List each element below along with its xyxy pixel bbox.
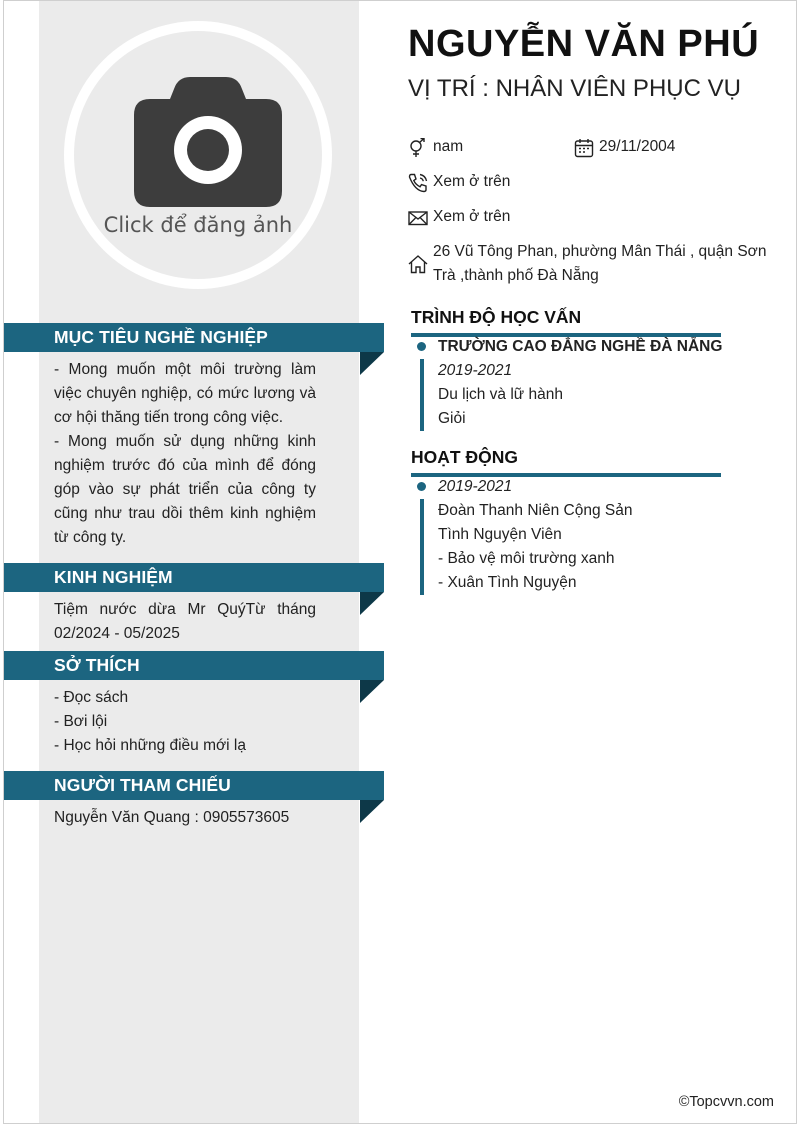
timeline-dot [417, 342, 426, 351]
hobbies-text [54, 686, 316, 758]
hobby-item: - Bơi lội [54, 713, 108, 730]
career-goal-line: - Mong muốn một môi trường làm việc chuyên nghiệp, có mức lương và cơ hội thăng tiến trong công việc. [54, 361, 316, 426]
experience-line: Tiệm nước dừa Mr QuýTừ tháng 02/2024 - 05/2025 [54, 601, 316, 642]
email-icon [408, 208, 428, 228]
section-heading-career-goal: MỤC TIÊU NGHỀ NGHIỆP [4, 323, 384, 352]
timeline-line [420, 499, 424, 595]
birthday-value: 29/11/2004 [599, 138, 676, 155]
calendar-icon [574, 138, 594, 158]
section-heading-references: NGƯỜI THAM CHIẾU [4, 771, 384, 800]
career-goal-text [54, 358, 316, 550]
activity-item: - Bảo vệ môi trường xanh [438, 550, 615, 567]
photo-label: Click để đăng ảnh [103, 213, 293, 237]
gender-value: nam [433, 138, 464, 155]
references-text [54, 806, 316, 830]
email-value: Xem ở trên [433, 208, 511, 225]
gender-icon [408, 138, 428, 158]
timeline-dot [417, 482, 426, 491]
reference-item: Nguyễn Văn Quang : 0905573605 [54, 809, 290, 826]
job-position: VỊ TRÍ : NHÂN VIÊN PHỤC VỤ [408, 75, 741, 102]
activity-item: - Xuân Tình Nguyện [438, 574, 577, 591]
birthday-row [574, 135, 675, 159]
section-heading-hobbies: SỞ THÍCH [4, 651, 384, 680]
section-heading-education: TRÌNH ĐỘ HỌC VẤN [411, 305, 721, 337]
section-fold [360, 592, 384, 615]
education-period: 2019-2021 [438, 362, 513, 379]
section-fold [360, 800, 384, 823]
section-heading-experience: KINH NGHIỆM [4, 563, 384, 592]
footer-credit: ©Topcvvn.com [678, 1094, 774, 1110]
phone-value: Xem ở trên [433, 173, 511, 190]
address-row [408, 240, 778, 288]
education-grade: Giỏi [438, 410, 466, 427]
school-name: TRƯỜNG CAO ĐẲNG NGHỀ ĐÀ NẴNG [438, 338, 723, 355]
career-goal-line: - Mong muốn sử dụng những kinh nghiệm trước đó của mình để đóng góp vào sự phát triển của công ty cũng như trau dồi thêm kinh nghiệm từ công ty. [54, 433, 316, 546]
cv-page [3, 0, 797, 1124]
activity-period: 2019-2021 [438, 478, 513, 495]
photo-placeholder[interactable] [74, 31, 322, 279]
phone-row [408, 170, 510, 194]
gender-row [408, 135, 463, 159]
activity-role: Tình Nguyện Viên [438, 526, 562, 543]
activity-organization: Đoàn Thanh Niên Cộng Sản [438, 502, 633, 519]
home-icon [408, 254, 428, 274]
education-entry [438, 335, 778, 431]
address-value: 26 Vũ Tông Phan, phường Mân Thái , quận Sơn Trà ,thành phố Đà Nẵng [433, 243, 767, 284]
experience-text [54, 598, 316, 646]
photo-upload[interactable] [64, 21, 332, 289]
phone-icon [408, 173, 428, 193]
hobby-item: - Học hỏi những điều mới lạ [54, 737, 246, 754]
candidate-name: NGUYỄN VĂN PHÚ [408, 23, 760, 65]
section-fold [360, 680, 384, 703]
hobby-item: - Đọc sách [54, 689, 129, 706]
section-fold [360, 352, 384, 375]
section-heading-activities: HOẠT ĐỘNG [411, 445, 721, 477]
activity-entry [438, 475, 778, 595]
email-row [408, 205, 510, 229]
camera-icon [134, 77, 282, 207]
education-major: Du lịch và lữ hành [438, 386, 563, 403]
timeline-line [420, 359, 424, 431]
